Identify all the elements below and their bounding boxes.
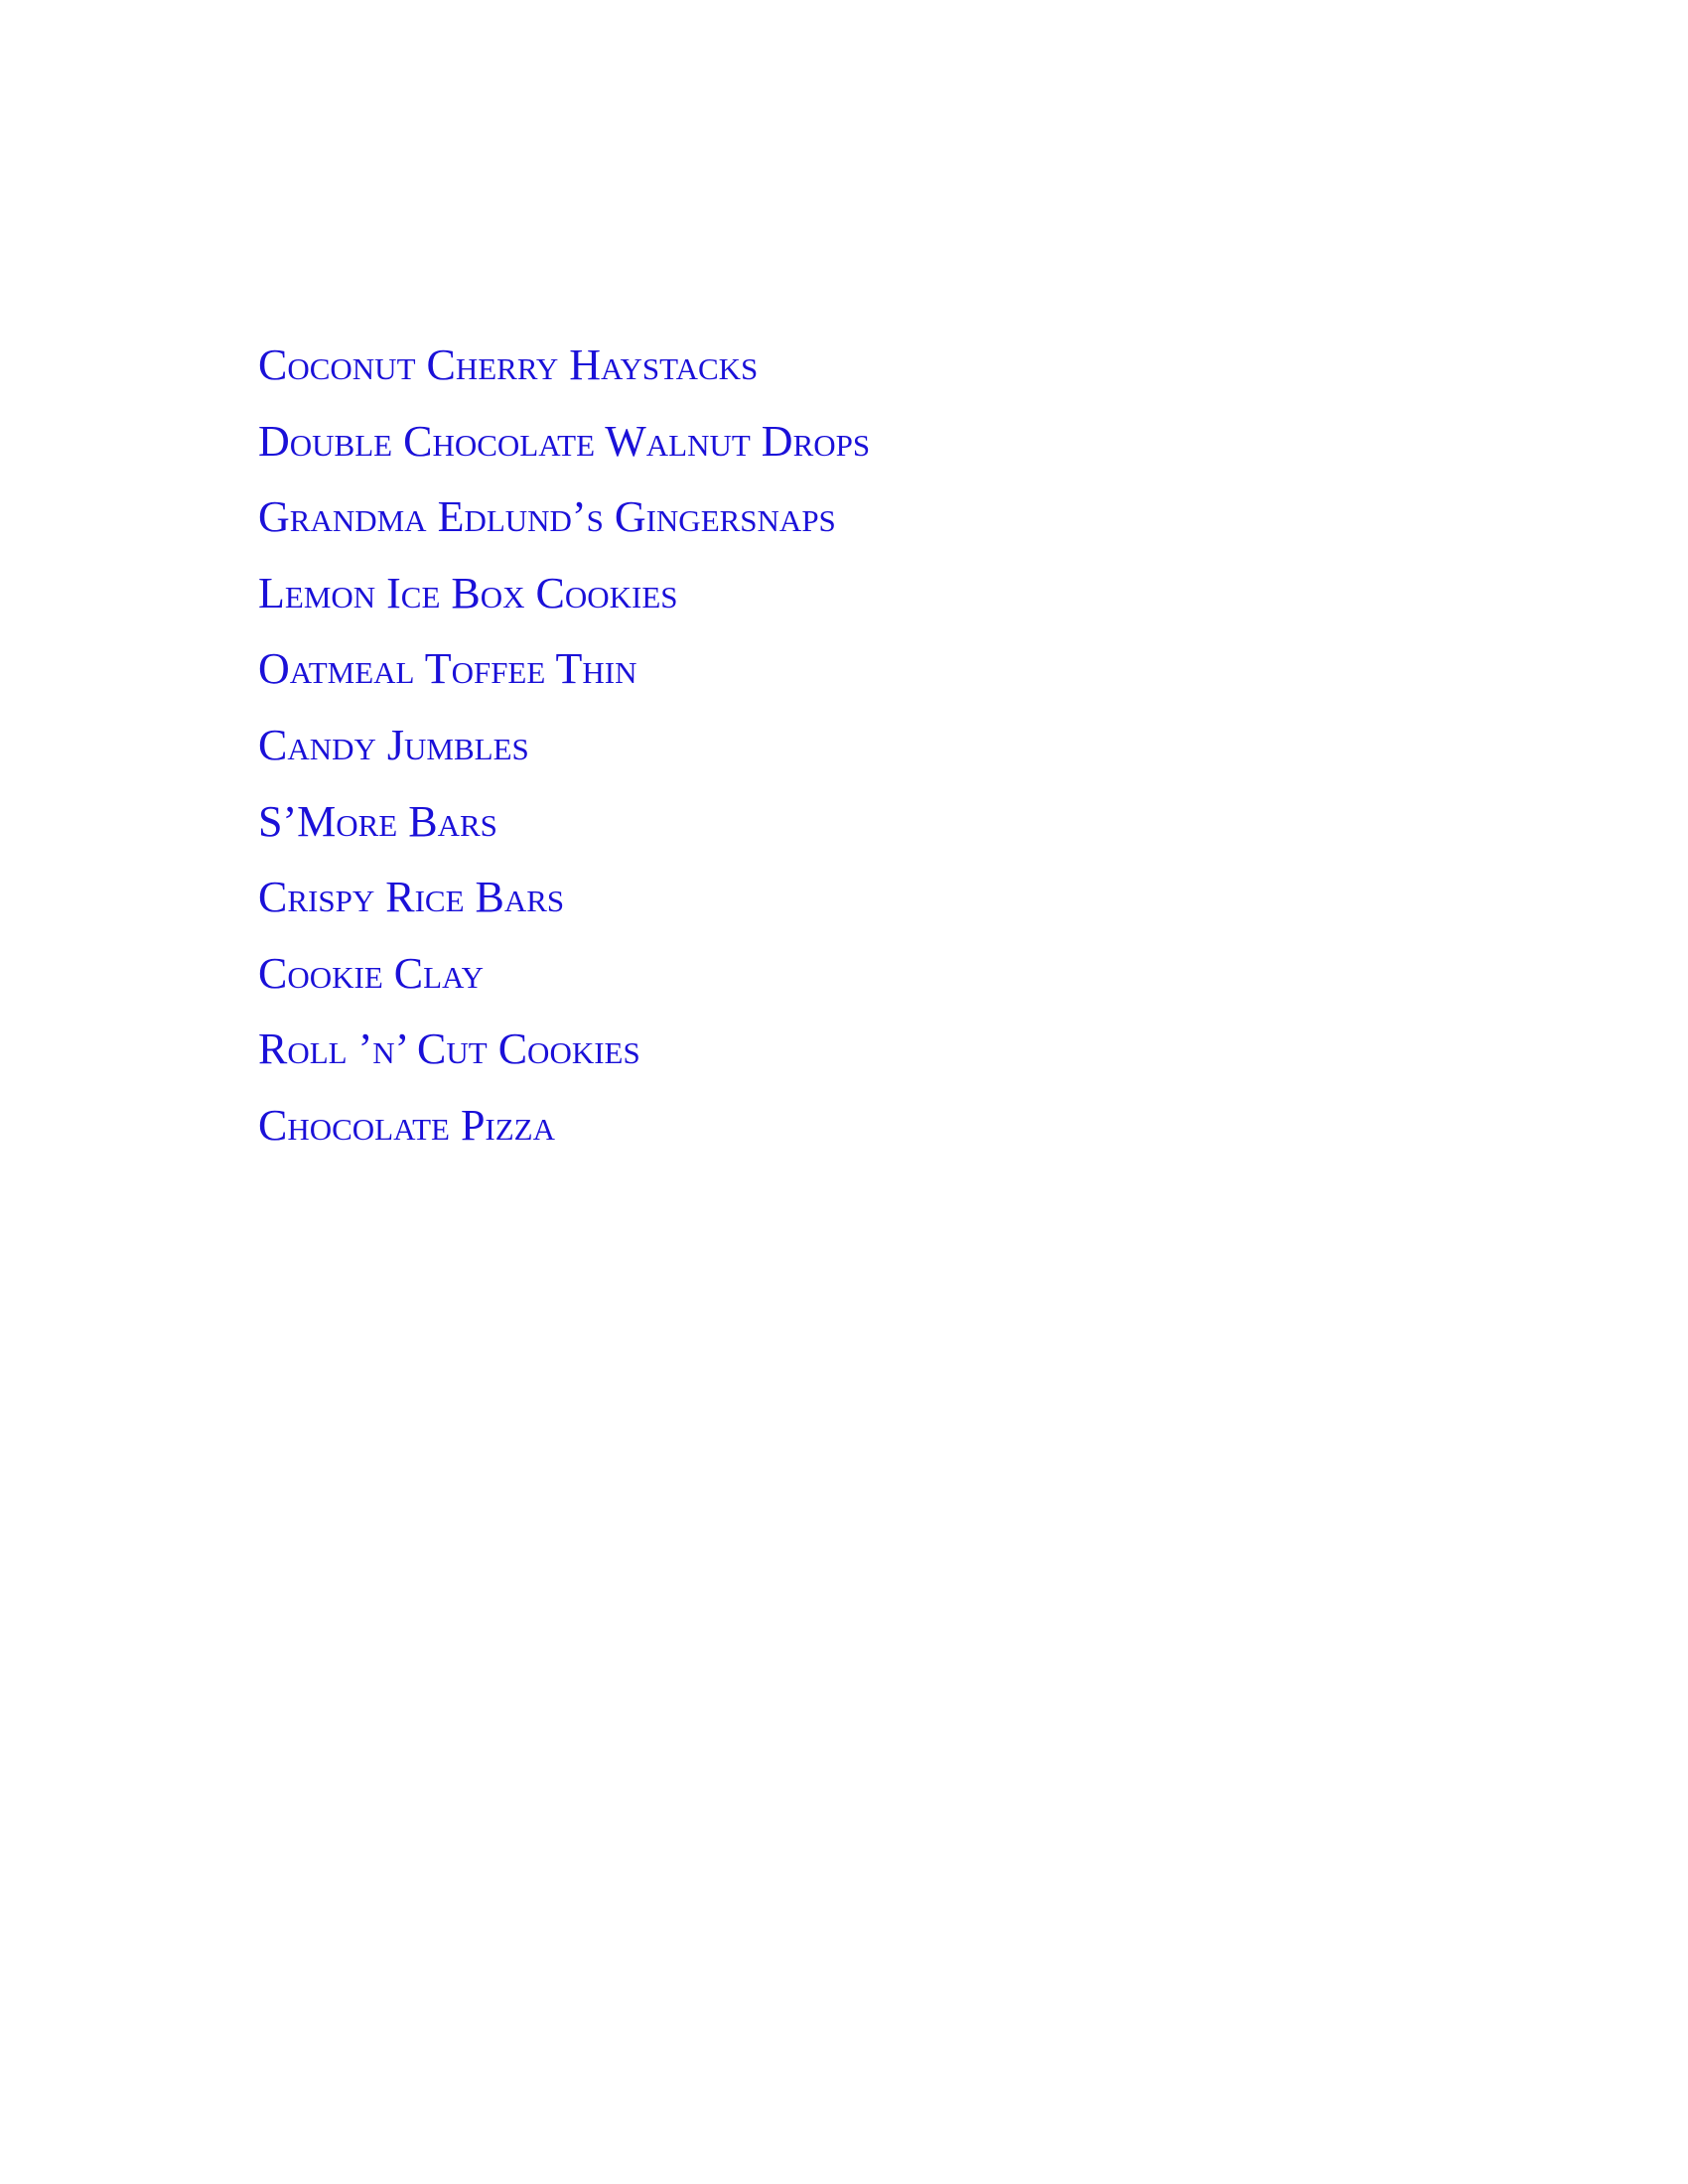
- list-item: [258, 708, 870, 784]
- recipe-link-lemon-ice-box-cookies[interactable]: Lemon Ice Box Cookies: [258, 568, 678, 617]
- recipe-link-oatmeal-toffee-thin[interactable]: Oatmeal Toffee Thin: [258, 644, 637, 694]
- recipe-link-grandma-edlunds-gingersnaps[interactable]: Grandma Edlund’s Gingersnaps: [258, 492, 836, 542]
- recipe-link-double-chocolate-walnut-drops[interactable]: Double Chocolate Walnut Drops: [258, 416, 871, 466]
- list-item: [258, 1088, 870, 1164]
- recipe-link-chocolate-pizza[interactable]: Chocolate Pizza: [258, 1100, 555, 1150]
- list-item: [258, 631, 870, 708]
- recipe-link-coconut-cherry-haystacks[interactable]: Coconut Cherry Haystacks: [258, 341, 759, 389]
- recipe-link-smore-bars[interactable]: S’More Bars: [258, 796, 497, 846]
- list-item: [258, 404, 870, 480]
- list-item: [258, 784, 870, 861]
- recipe-link-crispy-rice-bars[interactable]: Crispy Rice Bars: [258, 873, 565, 922]
- recipe-link-list: [258, 328, 870, 1164]
- recipe-link-candy-jumbles[interactable]: Candy Jumbles: [258, 720, 529, 769]
- recipe-link-cookie-clay[interactable]: Cookie Clay: [258, 948, 484, 998]
- list-item: [258, 1012, 870, 1088]
- recipe-link-roll-n-cut-cookies[interactable]: Roll ’n’ Cut Cookies: [258, 1024, 640, 1074]
- list-item: [258, 479, 870, 556]
- list-item: [258, 936, 870, 1013]
- list-item: [258, 328, 870, 404]
- list-item: [258, 556, 870, 632]
- list-item: [258, 860, 870, 936]
